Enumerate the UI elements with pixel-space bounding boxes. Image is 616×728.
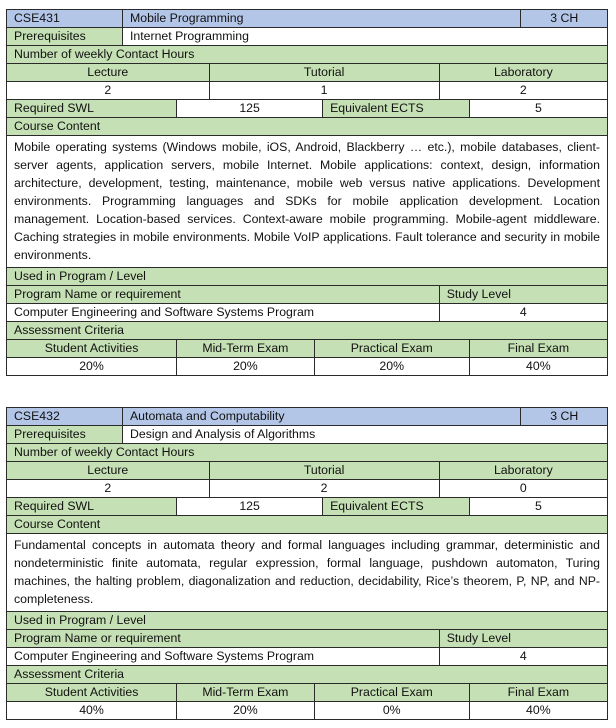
used-in-program-label: Used in Program / Level — [7, 268, 608, 286]
tutorial-header: Tutorial — [209, 462, 439, 480]
weekly-hours-label: Number of weekly Contact Hours — [7, 444, 608, 462]
swl-value: 125 — [177, 498, 323, 516]
practical-exam-header: Practical Exam — [314, 340, 469, 358]
assessment-criteria-label: Assessment Criteria — [7, 322, 608, 340]
program-name-header: Program Name or requirement — [7, 630, 440, 648]
tutorial-hours: 1 — [209, 82, 439, 100]
used-in-program-label: Used in Program / Level — [7, 612, 608, 630]
student-activities-header: Student Activities — [7, 340, 177, 358]
assessment-criteria-label: Assessment Criteria — [7, 666, 608, 684]
lecture-header: Lecture — [7, 64, 210, 82]
swl-label: Required SWL — [7, 498, 177, 516]
lecture-hours: 2 — [7, 480, 210, 498]
course-content-label: Course Content — [7, 516, 608, 534]
final-exam-value: 40% — [469, 702, 607, 720]
weekly-hours-label: Number of weekly Contact Hours — [7, 46, 608, 64]
final-exam-header: Final Exam — [469, 684, 607, 702]
midterm-exam-value: 20% — [177, 358, 315, 376]
laboratory-hours: 2 — [439, 82, 607, 100]
midterm-exam-header: Mid-Term Exam — [177, 340, 315, 358]
ects-value: 5 — [469, 498, 607, 516]
prerequisites-label: Prerequisites — [7, 426, 123, 444]
student-activities-header: Student Activities — [7, 684, 177, 702]
ects-label: Equivalent ECTS — [323, 100, 470, 118]
final-exam-header: Final Exam — [469, 340, 607, 358]
course-title: Mobile Programming — [122, 10, 520, 28]
midterm-exam-header: Mid-Term Exam — [177, 684, 315, 702]
swl-value: 125 — [177, 100, 323, 118]
student-activities-value: 20% — [7, 358, 177, 376]
midterm-exam-value: 20% — [177, 702, 315, 720]
laboratory-header: Laboratory — [439, 64, 607, 82]
tutorial-header: Tutorial — [209, 64, 439, 82]
tutorial-hours: 2 — [209, 480, 439, 498]
credit-hours: 3 CH — [521, 408, 608, 426]
lecture-header: Lecture — [7, 462, 210, 480]
course-content-text: Mobile operating systems (Windows mobile, iOS, Android, Blackberry … etc.), mobile databases, client-server agents, application servers, mobile Internet. Mobile applications: context, design, information architecture, development, testing, maintenance, mobile web versus native applications. Development environments. Programming languages and SDKs for mobile application development. Location management. Location-based services. Context-aware mobile programming. Mobile-agent middleware. Caching strategies in mobile environments. Mobile VoIP applications. Fault tolerance and security in mobile environments. — [7, 136, 608, 268]
practical-exam-value: 20% — [314, 358, 469, 376]
study-level: 4 — [439, 304, 607, 322]
course-code: CSE431 — [7, 10, 123, 28]
laboratory-hours: 0 — [439, 480, 607, 498]
ects-label: Equivalent ECTS — [323, 498, 470, 516]
practical-exam-header: Practical Exam — [314, 684, 469, 702]
study-level-header: Study Level — [439, 286, 607, 304]
practical-exam-value: 0% — [314, 702, 469, 720]
prerequisites-value: Internet Programming — [122, 28, 607, 46]
credit-hours: 3 CH — [521, 10, 608, 28]
study-level: 4 — [439, 648, 607, 666]
course-title: Automata and Computability — [122, 408, 520, 426]
course-content-text: Fundamental concepts in automata theory and formal languages including grammar, deterministic and nondeterministic finite automata, regular expression, formal language, pushdown automaton, Turing machines, the halting problem, diagonalization and reduction, decidability, Rice’s theorem, P, NP, and NP-completeness. — [7, 534, 608, 612]
swl-label: Required SWL — [7, 100, 177, 118]
ects-value: 5 — [469, 100, 607, 118]
program-name: Computer Engineering and Software Systems Program — [7, 304, 440, 322]
course-content-label: Course Content — [7, 118, 608, 136]
laboratory-header: Laboratory — [439, 462, 607, 480]
course-table-cse432 — [6, 407, 608, 720]
final-exam-value: 40% — [469, 358, 607, 376]
study-level-header: Study Level — [439, 630, 607, 648]
course-code: CSE432 — [7, 408, 123, 426]
student-activities-value: 40% — [7, 702, 177, 720]
program-name: Computer Engineering and Software Systems Program — [7, 648, 440, 666]
program-name-header: Program Name or requirement — [7, 286, 440, 304]
course-table-cse431 — [6, 9, 608, 376]
lecture-hours: 2 — [7, 82, 210, 100]
prerequisites-value: Design and Analysis of Algorithms — [122, 426, 607, 444]
prerequisites-label: Prerequisites — [7, 28, 123, 46]
